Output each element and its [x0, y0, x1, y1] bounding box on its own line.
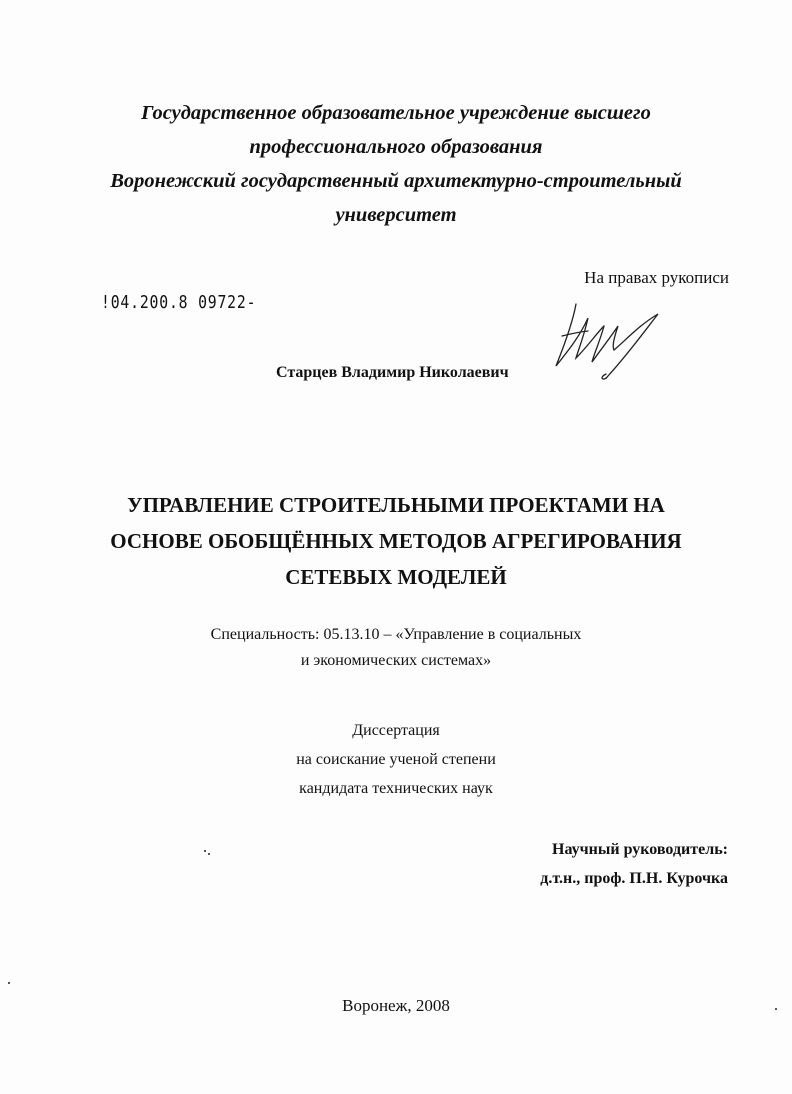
signature-icon	[548, 296, 678, 386]
author-name: Старцев Владимир Николаевич	[276, 364, 509, 381]
institution-line-3: Воронежский государственный архитектурно-строительный	[110, 170, 682, 192]
supervisor-block	[540, 835, 728, 893]
scan-speck	[204, 850, 206, 852]
specialty-line-1: Специальность: 05.13.10 – «Управление в социальных	[210, 626, 582, 643]
place-year: Воронеж, 2008	[342, 996, 450, 1015]
dissertation-title	[0, 487, 792, 595]
degree-line-3: кандидата технических наук	[299, 780, 493, 797]
manuscript-note: На правах рукописи	[584, 268, 729, 287]
scan-speck	[775, 1008, 777, 1010]
degree-block	[0, 716, 792, 803]
scan-speck	[8, 982, 10, 984]
institution-line-2: профессионального образования	[249, 136, 543, 158]
degree-line-1: Диссертация	[352, 722, 440, 739]
specialty-line-2: и экономических системах»	[300, 652, 492, 669]
specialty-block	[0, 622, 792, 674]
degree-line-2: на соискание ученой степени	[296, 751, 496, 768]
institution-block	[0, 96, 792, 232]
institution-line-4: университет	[335, 204, 457, 226]
scan-speck	[208, 853, 210, 855]
title-line-1: УПРАВЛЕНИЕ СТРОИТЕЛЬНЫМИ ПРОЕКТАМИ НА	[127, 493, 665, 517]
institution-line-1: Государственное образовательное учреждение высшего	[141, 102, 651, 124]
supervisor-label: Научный руководитель:	[552, 841, 728, 858]
title-line-2: ОСНОВЕ ОБОБЩЁННЫХ МЕТОДОВ АГРЕГИРОВАНИЯ	[110, 529, 682, 553]
archive-code: !04.200.8 09722-	[101, 292, 257, 313]
title-line-3: СЕТЕВЫХ МОДЕЛЕЙ	[285, 565, 507, 589]
supervisor-name: д.т.н., проф. П.Н. Курочка	[540, 870, 728, 887]
